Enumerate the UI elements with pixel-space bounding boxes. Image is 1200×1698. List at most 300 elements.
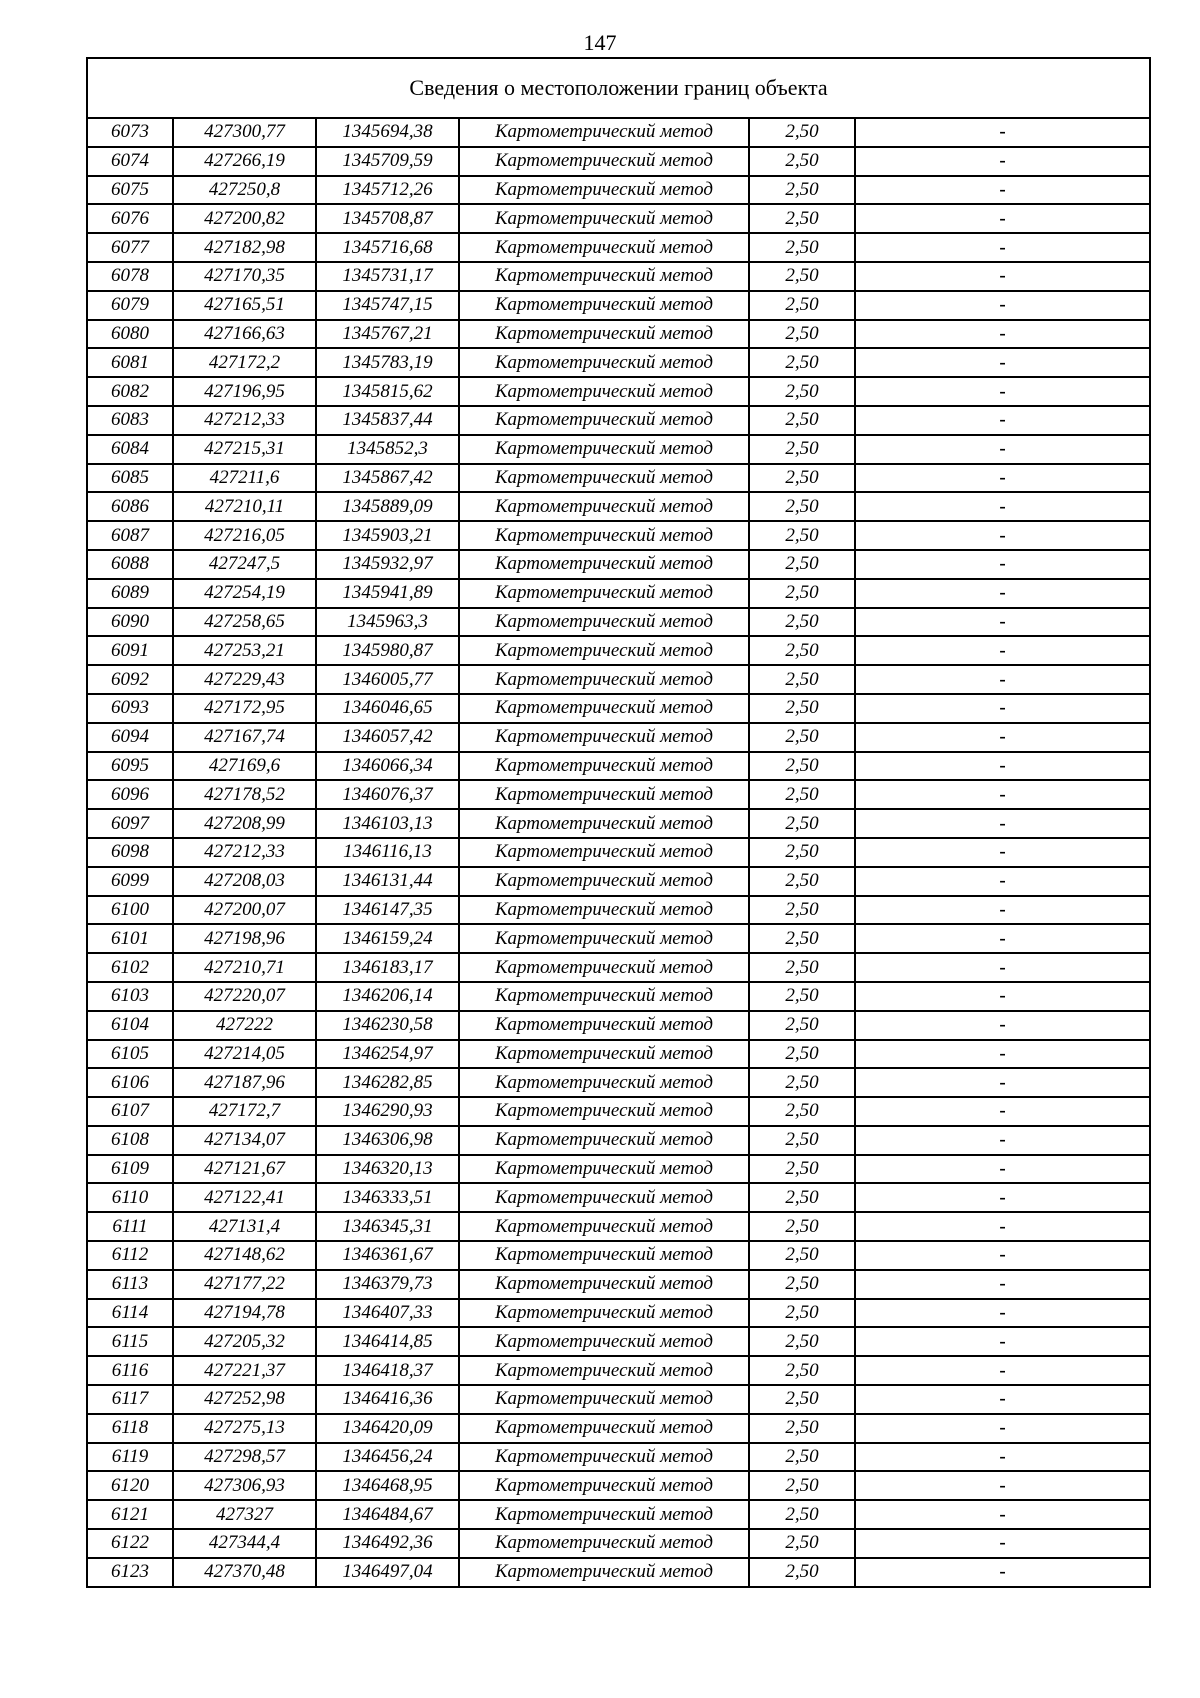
description-cell: - (855, 521, 1150, 550)
accuracy-cell: 2,50 (749, 204, 855, 233)
table-row (87, 1385, 1150, 1414)
x-coordinate-cell: 427165,51 (173, 291, 316, 320)
description-cell: - (855, 233, 1150, 262)
y-coordinate-cell: 1346103,13 (316, 809, 459, 838)
y-coordinate-cell: 1346282,85 (316, 1068, 459, 1097)
description-cell: - (855, 435, 1150, 464)
table-row (87, 1155, 1150, 1184)
point-number-cell: 6092 (87, 665, 173, 694)
description-cell: - (855, 1212, 1150, 1241)
description-cell: - (855, 780, 1150, 809)
table-row (87, 1443, 1150, 1472)
table-title: Сведения о местоположении границ объекта (87, 58, 1150, 118)
accuracy-cell: 2,50 (749, 579, 855, 608)
table-row (87, 1471, 1150, 1500)
x-coordinate-cell: 427208,99 (173, 809, 316, 838)
point-number-cell: 6116 (87, 1356, 173, 1385)
description-cell: - (855, 1068, 1150, 1097)
point-number-cell: 6122 (87, 1529, 173, 1558)
point-number-cell: 6115 (87, 1327, 173, 1356)
table-row (87, 1011, 1150, 1040)
method-cell: Картометрический метод (459, 1500, 749, 1529)
accuracy-cell: 2,50 (749, 550, 855, 579)
point-number-cell: 6098 (87, 838, 173, 867)
method-cell: Картометрический метод (459, 665, 749, 694)
accuracy-cell: 2,50 (749, 694, 855, 723)
x-coordinate-cell: 427298,57 (173, 1443, 316, 1472)
table-row (87, 838, 1150, 867)
table-row (87, 1529, 1150, 1558)
accuracy-cell: 2,50 (749, 291, 855, 320)
table-row (87, 233, 1150, 262)
x-coordinate-cell: 427178,52 (173, 780, 316, 809)
method-cell: Картометрический метод (459, 435, 749, 464)
x-coordinate-cell: 427327 (173, 1500, 316, 1529)
description-cell: - (855, 809, 1150, 838)
table-row (87, 204, 1150, 233)
x-coordinate-cell: 427250,8 (173, 176, 316, 205)
point-number-cell: 6085 (87, 464, 173, 493)
page-number: 147 (583, 30, 617, 55)
description-cell: - (855, 320, 1150, 349)
x-coordinate-cell: 427134,07 (173, 1126, 316, 1155)
accuracy-cell: 2,50 (749, 723, 855, 752)
point-number-cell: 6076 (87, 204, 173, 233)
x-coordinate-cell: 427258,65 (173, 608, 316, 637)
method-cell: Картометрический метод (459, 262, 749, 291)
y-coordinate-cell: 1345709,59 (316, 147, 459, 176)
x-coordinate-cell: 427182,98 (173, 233, 316, 262)
table-row (87, 1126, 1150, 1155)
y-coordinate-cell: 1346320,13 (316, 1155, 459, 1184)
method-cell: Картометрический метод (459, 1327, 749, 1356)
table-row (87, 1270, 1150, 1299)
description-cell: - (855, 118, 1150, 147)
description-cell: - (855, 838, 1150, 867)
point-number-cell: 6084 (87, 435, 173, 464)
table-row (87, 1212, 1150, 1241)
method-cell: Картометрический метод (459, 348, 749, 377)
x-coordinate-cell: 427121,67 (173, 1155, 316, 1184)
x-coordinate-cell: 427170,35 (173, 262, 316, 291)
y-coordinate-cell: 1346345,31 (316, 1212, 459, 1241)
accuracy-cell: 2,50 (749, 780, 855, 809)
description-cell: - (855, 291, 1150, 320)
y-coordinate-cell: 1346183,17 (316, 953, 459, 982)
method-cell: Картометрический метод (459, 233, 749, 262)
x-coordinate-cell: 427210,71 (173, 953, 316, 982)
y-coordinate-cell: 1346497,04 (316, 1558, 459, 1587)
accuracy-cell: 2,50 (749, 320, 855, 349)
y-coordinate-cell: 1345963,3 (316, 608, 459, 637)
table-row (87, 550, 1150, 579)
x-coordinate-cell: 427177,22 (173, 1270, 316, 1299)
y-coordinate-cell: 1346306,98 (316, 1126, 459, 1155)
method-cell: Картометрический метод (459, 291, 749, 320)
description-cell: - (855, 1241, 1150, 1270)
y-coordinate-cell: 1346414,85 (316, 1327, 459, 1356)
y-coordinate-cell: 1346492,36 (316, 1529, 459, 1558)
table-row (87, 320, 1150, 349)
accuracy-cell: 2,50 (749, 1414, 855, 1443)
table-row (87, 377, 1150, 406)
method-cell: Картометрический метод (459, 924, 749, 953)
accuracy-cell: 2,50 (749, 1356, 855, 1385)
x-coordinate-cell: 427169,6 (173, 752, 316, 781)
y-coordinate-cell: 1346379,73 (316, 1270, 459, 1299)
y-coordinate-cell: 1346066,34 (316, 752, 459, 781)
method-cell: Картометрический метод (459, 838, 749, 867)
y-coordinate-cell: 1345815,62 (316, 377, 459, 406)
method-cell: Картометрический метод (459, 1529, 749, 1558)
y-coordinate-cell: 1345747,15 (316, 291, 459, 320)
point-number-cell: 6109 (87, 1155, 173, 1184)
description-cell: - (855, 1327, 1150, 1356)
point-number-cell: 6088 (87, 550, 173, 579)
table-row (87, 1183, 1150, 1212)
description-cell: - (855, 1155, 1150, 1184)
method-cell: Картометрический метод (459, 1241, 749, 1270)
point-number-cell: 6118 (87, 1414, 173, 1443)
description-cell: - (855, 262, 1150, 291)
point-number-cell: 6091 (87, 636, 173, 665)
point-number-cell: 6095 (87, 752, 173, 781)
accuracy-cell: 2,50 (749, 464, 855, 493)
x-coordinate-cell: 427167,74 (173, 723, 316, 752)
y-coordinate-cell: 1346468,95 (316, 1471, 459, 1500)
method-cell: Картометрический метод (459, 752, 749, 781)
point-number-cell: 6106 (87, 1068, 173, 1097)
x-coordinate-cell: 427172,7 (173, 1097, 316, 1126)
method-cell: Картометрический метод (459, 1443, 749, 1472)
y-coordinate-cell: 1345716,68 (316, 233, 459, 262)
x-coordinate-cell: 427229,43 (173, 665, 316, 694)
table-row (87, 1068, 1150, 1097)
accuracy-cell: 2,50 (749, 435, 855, 464)
description-cell: - (855, 1097, 1150, 1126)
x-coordinate-cell: 427221,37 (173, 1356, 316, 1385)
table-row (87, 1299, 1150, 1328)
y-coordinate-cell: 1346159,24 (316, 924, 459, 953)
method-cell: Картометрический метод (459, 1385, 749, 1414)
accuracy-cell: 2,50 (749, 636, 855, 665)
x-coordinate-cell: 427122,41 (173, 1183, 316, 1212)
y-coordinate-cell: 1346116,13 (316, 838, 459, 867)
table-row (87, 1558, 1150, 1587)
table-row (87, 723, 1150, 752)
point-number-cell: 6119 (87, 1443, 173, 1472)
method-cell: Картометрический метод (459, 1097, 749, 1126)
point-number-cell: 6079 (87, 291, 173, 320)
description-cell: - (855, 1126, 1150, 1155)
x-coordinate-cell: 427172,95 (173, 694, 316, 723)
table-row (87, 636, 1150, 665)
x-coordinate-cell: 427194,78 (173, 1299, 316, 1328)
table-row (87, 1040, 1150, 1069)
method-cell: Картометрический метод (459, 723, 749, 752)
accuracy-cell: 2,50 (749, 867, 855, 896)
description-cell: - (855, 1183, 1150, 1212)
x-coordinate-cell: 427253,21 (173, 636, 316, 665)
description-cell: - (855, 953, 1150, 982)
accuracy-cell: 2,50 (749, 1068, 855, 1097)
description-cell: - (855, 204, 1150, 233)
method-cell: Картометрический метод (459, 1126, 749, 1155)
x-coordinate-cell: 427131,4 (173, 1212, 316, 1241)
y-coordinate-cell: 1346290,93 (316, 1097, 459, 1126)
method-cell: Картометрический метод (459, 1414, 749, 1443)
description-cell: - (855, 665, 1150, 694)
table-row (87, 262, 1150, 291)
method-cell: Картометрический метод (459, 1011, 749, 1040)
point-number-cell: 6082 (87, 377, 173, 406)
x-coordinate-cell: 427166,63 (173, 320, 316, 349)
method-cell: Картометрический метод (459, 579, 749, 608)
y-coordinate-cell: 1346418,37 (316, 1356, 459, 1385)
method-cell: Картометрический метод (459, 1040, 749, 1069)
point-number-cell: 6101 (87, 924, 173, 953)
accuracy-cell: 2,50 (749, 1443, 855, 1472)
table-row (87, 291, 1150, 320)
table-row (87, 579, 1150, 608)
description-cell: - (855, 348, 1150, 377)
table-row (87, 1097, 1150, 1126)
description-cell: - (855, 694, 1150, 723)
x-coordinate-cell: 427212,33 (173, 406, 316, 435)
method-cell: Картометрический метод (459, 550, 749, 579)
table-row (87, 118, 1150, 147)
point-number-cell: 6111 (87, 1212, 173, 1241)
point-number-cell: 6105 (87, 1040, 173, 1069)
accuracy-cell: 2,50 (749, 1011, 855, 1040)
method-cell: Картометрический метод (459, 982, 749, 1011)
description-cell: - (855, 867, 1150, 896)
y-coordinate-cell: 1345694,38 (316, 118, 459, 147)
table-row (87, 492, 1150, 521)
table-row (87, 464, 1150, 493)
accuracy-cell: 2,50 (749, 233, 855, 262)
method-cell: Картометрический метод (459, 1558, 749, 1587)
table-row (87, 608, 1150, 637)
description-cell: - (855, 723, 1150, 752)
y-coordinate-cell: 1345783,19 (316, 348, 459, 377)
x-coordinate-cell: 427208,03 (173, 867, 316, 896)
point-number-cell: 6099 (87, 867, 173, 896)
table-row (87, 924, 1150, 953)
description-cell: - (855, 1299, 1150, 1328)
point-number-cell: 6114 (87, 1299, 173, 1328)
accuracy-cell: 2,50 (749, 1385, 855, 1414)
accuracy-cell: 2,50 (749, 1270, 855, 1299)
table-row (87, 1414, 1150, 1443)
table-row (87, 435, 1150, 464)
description-cell: - (855, 1011, 1150, 1040)
accuracy-cell: 2,50 (749, 176, 855, 205)
y-coordinate-cell: 1346254,97 (316, 1040, 459, 1069)
method-cell: Картометрический метод (459, 1471, 749, 1500)
method-cell: Картометрический метод (459, 176, 749, 205)
description-cell: - (855, 1414, 1150, 1443)
y-coordinate-cell: 1345903,21 (316, 521, 459, 550)
table-row (87, 348, 1150, 377)
accuracy-cell: 2,50 (749, 1471, 855, 1500)
method-cell: Картометрический метод (459, 636, 749, 665)
y-coordinate-cell: 1346407,33 (316, 1299, 459, 1328)
method-cell: Картометрический метод (459, 492, 749, 521)
accuracy-cell: 2,50 (749, 1155, 855, 1184)
accuracy-cell: 2,50 (749, 1097, 855, 1126)
description-cell: - (855, 752, 1150, 781)
accuracy-cell: 2,50 (749, 521, 855, 550)
table-row (87, 1356, 1150, 1385)
accuracy-cell: 2,50 (749, 838, 855, 867)
accuracy-cell: 2,50 (749, 118, 855, 147)
description-cell: - (855, 1385, 1150, 1414)
method-cell: Картометрический метод (459, 780, 749, 809)
accuracy-cell: 2,50 (749, 953, 855, 982)
method-cell: Картометрический метод (459, 521, 749, 550)
x-coordinate-cell: 427254,19 (173, 579, 316, 608)
y-coordinate-cell: 1346456,24 (316, 1443, 459, 1472)
accuracy-cell: 2,50 (749, 752, 855, 781)
y-coordinate-cell: 1346333,51 (316, 1183, 459, 1212)
y-coordinate-cell: 1346230,58 (316, 1011, 459, 1040)
accuracy-cell: 2,50 (749, 982, 855, 1011)
method-cell: Картометрический метод (459, 147, 749, 176)
description-cell: - (855, 608, 1150, 637)
point-number-cell: 6087 (87, 521, 173, 550)
table-row (87, 1500, 1150, 1529)
description-cell: - (855, 1558, 1150, 1587)
method-cell: Картометрический метод (459, 1183, 749, 1212)
table-row (87, 867, 1150, 896)
point-number-cell: 6089 (87, 579, 173, 608)
accuracy-cell: 2,50 (749, 348, 855, 377)
method-cell: Картометрический метод (459, 118, 749, 147)
point-number-cell: 6080 (87, 320, 173, 349)
x-coordinate-cell: 427370,48 (173, 1558, 316, 1587)
point-number-cell: 6083 (87, 406, 173, 435)
x-coordinate-cell: 427200,82 (173, 204, 316, 233)
method-cell: Картометрический метод (459, 809, 749, 838)
y-coordinate-cell: 1346005,77 (316, 665, 459, 694)
method-cell: Картометрический метод (459, 867, 749, 896)
y-coordinate-cell: 1346131,44 (316, 867, 459, 896)
description-cell: - (855, 406, 1150, 435)
point-number-cell: 6075 (87, 176, 173, 205)
table-row (87, 406, 1150, 435)
description-cell: - (855, 1270, 1150, 1299)
x-coordinate-cell: 427172,2 (173, 348, 316, 377)
point-number-cell: 6073 (87, 118, 173, 147)
y-coordinate-cell: 1345708,87 (316, 204, 459, 233)
table-row (87, 694, 1150, 723)
x-coordinate-cell: 427148,62 (173, 1241, 316, 1270)
y-coordinate-cell: 1346057,42 (316, 723, 459, 752)
x-coordinate-cell: 427205,32 (173, 1327, 316, 1356)
y-coordinate-cell: 1345941,89 (316, 579, 459, 608)
method-cell: Картометрический метод (459, 377, 749, 406)
accuracy-cell: 2,50 (749, 1299, 855, 1328)
y-coordinate-cell: 1345980,87 (316, 636, 459, 665)
table-row (87, 1327, 1150, 1356)
table-row (87, 982, 1150, 1011)
table-row (87, 809, 1150, 838)
x-coordinate-cell: 427214,05 (173, 1040, 316, 1069)
method-cell: Картометрический метод (459, 1212, 749, 1241)
y-coordinate-cell: 1346416,36 (316, 1385, 459, 1414)
method-cell: Картометрический метод (459, 406, 749, 435)
table-row (87, 896, 1150, 925)
accuracy-cell: 2,50 (749, 1558, 855, 1587)
accuracy-cell: 2,50 (749, 1183, 855, 1212)
accuracy-cell: 2,50 (749, 377, 855, 406)
point-number-cell: 6077 (87, 233, 173, 262)
point-number-cell: 6120 (87, 1471, 173, 1500)
table-row (87, 521, 1150, 550)
accuracy-cell: 2,50 (749, 1126, 855, 1155)
y-coordinate-cell: 1345889,09 (316, 492, 459, 521)
accuracy-cell: 2,50 (749, 406, 855, 435)
y-coordinate-cell: 1346206,14 (316, 982, 459, 1011)
point-number-cell: 6107 (87, 1097, 173, 1126)
x-coordinate-cell: 427275,13 (173, 1414, 316, 1443)
description-cell: - (855, 492, 1150, 521)
x-coordinate-cell: 427211,6 (173, 464, 316, 493)
method-cell: Картометрический метод (459, 1356, 749, 1385)
boundary-table (86, 57, 1151, 1588)
method-cell: Картометрический метод (459, 694, 749, 723)
y-coordinate-cell: 1346046,65 (316, 694, 459, 723)
accuracy-cell: 2,50 (749, 1040, 855, 1069)
method-cell: Картометрический метод (459, 1068, 749, 1097)
description-cell: - (855, 377, 1150, 406)
accuracy-cell: 2,50 (749, 924, 855, 953)
table-header-row (87, 58, 1150, 118)
accuracy-cell: 2,50 (749, 492, 855, 521)
point-number-cell: 6103 (87, 982, 173, 1011)
description-cell: - (855, 1443, 1150, 1472)
description-cell: - (855, 464, 1150, 493)
y-coordinate-cell: 1345867,42 (316, 464, 459, 493)
method-cell: Картометрический метод (459, 204, 749, 233)
description-cell: - (855, 1500, 1150, 1529)
table-row (87, 953, 1150, 982)
accuracy-cell: 2,50 (749, 1212, 855, 1241)
y-coordinate-cell: 1345731,17 (316, 262, 459, 291)
description-cell: - (855, 636, 1150, 665)
method-cell: Картометрический метод (459, 1270, 749, 1299)
x-coordinate-cell: 427198,96 (173, 924, 316, 953)
y-coordinate-cell: 1346361,67 (316, 1241, 459, 1270)
method-cell: Картометрический метод (459, 953, 749, 982)
accuracy-cell: 2,50 (749, 1241, 855, 1270)
y-coordinate-cell: 1345837,44 (316, 406, 459, 435)
x-coordinate-cell: 427212,33 (173, 838, 316, 867)
accuracy-cell: 2,50 (749, 809, 855, 838)
accuracy-cell: 2,50 (749, 262, 855, 291)
point-number-cell: 6086 (87, 492, 173, 521)
x-coordinate-cell: 427210,11 (173, 492, 316, 521)
table-row (87, 1241, 1150, 1270)
point-number-cell: 6123 (87, 1558, 173, 1587)
description-cell: - (855, 896, 1150, 925)
x-coordinate-cell: 427344,4 (173, 1529, 316, 1558)
point-number-cell: 6093 (87, 694, 173, 723)
x-coordinate-cell: 427220,07 (173, 982, 316, 1011)
point-number-cell: 6100 (87, 896, 173, 925)
point-number-cell: 6112 (87, 1241, 173, 1270)
